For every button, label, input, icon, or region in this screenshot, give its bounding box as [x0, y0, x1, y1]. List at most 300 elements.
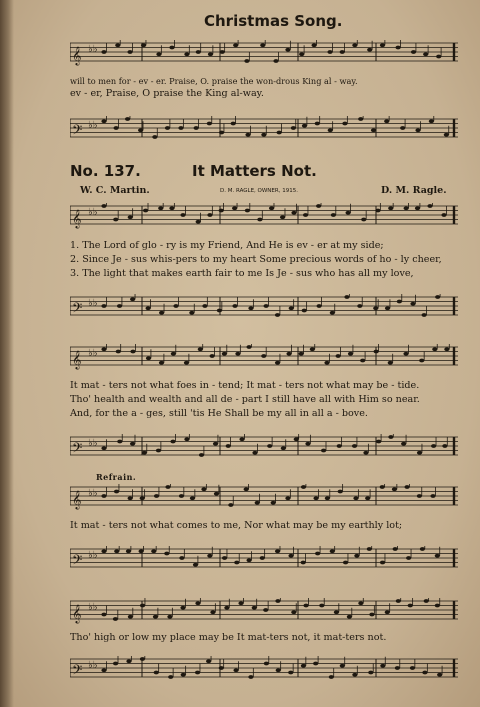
- note-head: [193, 563, 198, 567]
- note-head: [444, 347, 449, 351]
- staff-svg: [70, 344, 458, 370]
- note-head: [277, 131, 282, 135]
- music-staff: [70, 294, 458, 320]
- note-head: [417, 451, 422, 455]
- note-head: [367, 547, 372, 551]
- flat-icon: ♭♭: [88, 120, 98, 131]
- note-head: [245, 133, 250, 137]
- note-head: [369, 613, 374, 617]
- note-head: [199, 453, 204, 457]
- note-head: [264, 304, 269, 308]
- note-head: [117, 440, 122, 444]
- note-head: [340, 50, 345, 54]
- note-head: [374, 350, 379, 354]
- note-head: [329, 675, 334, 679]
- note-head: [285, 48, 290, 52]
- note-head: [301, 485, 306, 489]
- note-head: [198, 347, 203, 351]
- note-head: [252, 451, 257, 455]
- note-head: [255, 501, 260, 505]
- note-head: [179, 556, 184, 560]
- note-head: [422, 313, 427, 317]
- note-head: [406, 556, 411, 560]
- song-title: It Matters Not.: [192, 162, 317, 180]
- music-staff: [70, 344, 458, 370]
- note-head: [380, 43, 385, 47]
- note-head: [214, 492, 219, 496]
- music-staff: [70, 656, 458, 682]
- prev-song-title: Christmas Song.: [204, 12, 343, 30]
- note-head: [189, 311, 194, 315]
- flat-icon: ♭♭: [88, 298, 98, 309]
- note-head: [190, 496, 195, 500]
- note-head: [180, 213, 185, 217]
- note-head: [130, 442, 135, 446]
- note-head: [169, 206, 174, 210]
- note-head: [273, 59, 278, 63]
- staff-svg: [70, 546, 458, 572]
- flat-icon: ♭♭: [88, 348, 98, 359]
- note-head: [228, 503, 233, 507]
- note-head: [404, 206, 409, 210]
- note-head: [367, 48, 372, 52]
- note-head: [422, 671, 427, 675]
- note-head: [220, 50, 225, 54]
- note-head: [156, 449, 161, 453]
- note-head: [235, 352, 240, 356]
- note-head: [396, 46, 401, 50]
- prev-lyric-line-2: ev - er, Praise, O praise the King al-way.: [70, 88, 264, 99]
- song-number: No. 137.: [70, 162, 141, 180]
- clef-icon: 𝄞: [72, 350, 82, 369]
- note-head: [415, 206, 420, 210]
- copyright-owner: D. M. RAGLE, OWNER, 1915.: [220, 188, 298, 194]
- note-head: [115, 43, 120, 47]
- note-head: [442, 444, 447, 448]
- note-head: [352, 43, 357, 47]
- note-head: [305, 442, 310, 446]
- note-head: [358, 117, 363, 121]
- verse-line-5: Tho' health and wealth and all de - part I still have all with Him so near.: [70, 394, 420, 405]
- note-head: [315, 552, 320, 556]
- note-head: [348, 352, 353, 356]
- note-head: [330, 311, 335, 315]
- note-head: [179, 494, 184, 498]
- note-head: [222, 352, 227, 356]
- note-head: [156, 52, 161, 56]
- note-head: [165, 485, 170, 489]
- music-staff: [70, 598, 458, 624]
- note-head: [101, 50, 106, 54]
- note-head: [117, 304, 122, 308]
- note-head: [411, 50, 416, 54]
- note-head: [138, 128, 143, 132]
- staff-svg: [70, 40, 458, 66]
- note-head: [101, 549, 106, 553]
- clef-icon: 𝄢: [72, 440, 83, 459]
- note-head: [331, 213, 336, 217]
- note-head: [424, 599, 429, 603]
- verse-line-2: 2. Since Je - sus whis-pers to my heart Some precious words of ho - ly cheer,: [70, 254, 442, 265]
- note-head: [260, 556, 265, 560]
- note-head: [403, 352, 408, 356]
- note-head: [263, 608, 268, 612]
- note-head: [167, 615, 172, 619]
- note-head: [352, 673, 357, 677]
- note-head: [291, 610, 296, 614]
- book-spine-shadow: [0, 0, 14, 707]
- note-head: [248, 675, 253, 679]
- note-head: [444, 133, 449, 137]
- refrain-line-1: It mat - ters not what comes to me, Nor what may be my earthly lot;: [70, 520, 403, 531]
- note-head: [301, 561, 306, 565]
- note-head: [276, 668, 281, 672]
- note-head: [194, 126, 199, 130]
- note-head: [208, 52, 213, 56]
- note-head: [294, 437, 299, 441]
- verse-line-1: 1. The Lord of glo - ry is my Friend, And He is ev - er at my side;: [70, 240, 384, 251]
- note-head: [113, 617, 118, 621]
- clef-icon: 𝄞: [72, 490, 82, 509]
- note-head: [264, 662, 269, 666]
- note-head: [310, 347, 315, 351]
- note-head: [171, 352, 176, 356]
- note-head: [285, 496, 290, 500]
- note-head: [207, 554, 212, 558]
- note-head: [101, 204, 106, 208]
- note-head: [164, 552, 169, 556]
- note-head: [344, 295, 349, 299]
- note-head: [126, 659, 131, 663]
- note-head: [303, 213, 308, 217]
- note-head: [207, 213, 212, 217]
- note-head: [317, 304, 322, 308]
- flat-icon: ♭♭: [88, 488, 98, 499]
- note-head: [373, 306, 378, 310]
- note-head: [219, 209, 224, 213]
- note-head: [169, 46, 174, 50]
- note-head: [178, 126, 183, 130]
- note-head: [410, 666, 415, 670]
- note-head: [347, 615, 352, 619]
- note-head: [159, 361, 164, 365]
- note-head: [269, 206, 274, 210]
- note-head: [353, 496, 358, 500]
- note-head: [404, 485, 409, 489]
- note-head: [244, 487, 249, 491]
- note-head: [380, 485, 385, 489]
- flat-icon: ♭♭: [88, 207, 98, 218]
- refrain-line-2: Tho' high or low my place may be It mat-ters not, it mat-ters not.: [70, 632, 387, 643]
- note-head: [233, 43, 238, 47]
- verse-line-6: And, for the a - ges, still 'tis He Shall be my all in all a - bove.: [70, 408, 368, 419]
- note-head: [325, 496, 330, 500]
- note-head: [195, 671, 200, 675]
- note-head: [337, 444, 342, 448]
- note-head: [400, 126, 405, 130]
- staff-svg: [70, 116, 458, 142]
- note-head: [338, 490, 343, 494]
- note-head: [423, 52, 428, 56]
- note-head: [365, 496, 370, 500]
- flat-icon: ♭♭: [88, 550, 98, 561]
- note-head: [410, 302, 415, 306]
- note-head: [244, 59, 249, 63]
- note-head: [152, 135, 157, 139]
- note-head: [330, 549, 335, 553]
- note-head: [302, 124, 307, 128]
- note-head: [408, 604, 413, 608]
- refrain-label: Refrain.: [96, 472, 137, 482]
- note-head: [231, 122, 236, 126]
- flat-icon: ♭♭: [88, 602, 98, 613]
- note-head: [313, 662, 318, 666]
- note-head: [334, 610, 339, 614]
- note-head: [385, 306, 390, 310]
- staff-svg: [70, 656, 458, 682]
- staff-svg: [70, 484, 458, 510]
- note-head: [210, 610, 215, 614]
- note-head: [130, 297, 135, 301]
- note-head: [417, 494, 422, 498]
- note-head: [436, 55, 441, 59]
- flat-icon: ♭♭: [88, 44, 98, 55]
- note-head: [432, 347, 437, 351]
- flat-icon: ♭♭: [88, 438, 98, 449]
- note-head: [125, 117, 130, 121]
- note-head: [280, 215, 285, 219]
- note-head: [101, 494, 106, 498]
- verse-line-4: It mat - ters not what foes in - tend; It mat - ters not what may be - tide.: [70, 380, 420, 391]
- prev-lyric-line-1: will to men for - ev - er. Praise, O. praise the won-drous King al - way.: [70, 76, 358, 86]
- note-head: [180, 606, 185, 610]
- note-head: [261, 133, 266, 137]
- note-head: [393, 547, 398, 551]
- note-head: [435, 554, 440, 558]
- note-head: [340, 664, 345, 668]
- note-head: [222, 556, 227, 560]
- note-head: [275, 361, 280, 365]
- note-head: [116, 350, 121, 354]
- note-head: [140, 657, 145, 661]
- note-head: [437, 673, 442, 677]
- note-head: [396, 599, 401, 603]
- note-head: [319, 604, 324, 608]
- note-head: [239, 437, 244, 441]
- note-head: [302, 309, 307, 313]
- note-head: [342, 122, 347, 126]
- note-head: [217, 309, 222, 313]
- note-head: [153, 615, 158, 619]
- note-head: [303, 604, 308, 608]
- note-head: [419, 359, 424, 363]
- note-head: [327, 50, 332, 54]
- note-head: [219, 131, 224, 135]
- note-head: [385, 610, 390, 614]
- note-head: [146, 306, 151, 310]
- note-head: [281, 446, 286, 450]
- note-head: [158, 206, 163, 210]
- note-head: [435, 295, 440, 299]
- clef-icon: 𝄞: [72, 209, 82, 228]
- note-head: [275, 313, 280, 317]
- clef-icon: 𝄢: [72, 552, 83, 571]
- note-head: [299, 52, 304, 56]
- note-head: [289, 306, 294, 310]
- lyricist-credit: W. C. Martin.: [80, 185, 150, 196]
- note-head: [288, 554, 293, 558]
- note-head: [357, 304, 362, 308]
- note-head: [196, 50, 201, 54]
- note-head: [101, 613, 106, 617]
- note-head: [313, 496, 318, 500]
- note-head: [380, 561, 385, 565]
- note-head: [343, 561, 348, 565]
- note-head: [375, 209, 380, 213]
- note-head: [415, 128, 420, 132]
- music-staff: [70, 484, 458, 510]
- note-head: [430, 494, 435, 498]
- note-head: [141, 43, 146, 47]
- note-head: [376, 440, 381, 444]
- note-head: [286, 352, 291, 356]
- note-head: [360, 359, 365, 363]
- note-head: [346, 211, 351, 215]
- staff-svg: [70, 203, 458, 229]
- note-head: [146, 356, 151, 360]
- note-head: [271, 501, 276, 505]
- note-head: [114, 549, 119, 553]
- note-head: [441, 213, 446, 217]
- note-head: [130, 350, 135, 354]
- music-staff: [70, 546, 458, 572]
- clef-icon: 𝄢: [72, 662, 83, 681]
- note-head: [248, 306, 253, 310]
- note-head: [388, 435, 393, 439]
- note-head: [114, 126, 119, 130]
- note-head: [114, 490, 119, 494]
- note-head: [260, 43, 265, 47]
- note-head: [113, 218, 118, 222]
- note-head: [143, 209, 148, 213]
- clef-icon: 𝄞: [72, 46, 82, 65]
- note-head: [324, 361, 329, 365]
- note-head: [232, 304, 237, 308]
- note-head: [184, 52, 189, 56]
- note-head: [361, 218, 366, 222]
- note-head: [184, 437, 189, 441]
- note-head: [246, 345, 251, 349]
- note-head: [328, 128, 333, 132]
- note-head: [397, 300, 402, 304]
- note-head: [291, 211, 296, 215]
- note-head: [299, 352, 304, 356]
- note-head: [315, 122, 320, 126]
- note-head: [101, 446, 106, 450]
- note-head: [261, 354, 266, 358]
- note-head: [101, 119, 106, 123]
- note-head: [388, 206, 393, 210]
- note-head: [101, 347, 106, 351]
- note-head: [219, 666, 224, 670]
- note-head: [427, 204, 432, 208]
- note-head: [252, 606, 257, 610]
- note-head: [275, 549, 280, 553]
- music-staff: [70, 203, 458, 229]
- note-head: [238, 601, 243, 605]
- note-head: [226, 444, 231, 448]
- note-head: [401, 442, 406, 446]
- note-head: [395, 666, 400, 670]
- note-head: [384, 119, 389, 123]
- note-head: [128, 615, 133, 619]
- note-head: [101, 668, 106, 672]
- note-head: [224, 606, 229, 610]
- note-head: [435, 604, 440, 608]
- note-head: [371, 128, 376, 132]
- note-head: [352, 444, 357, 448]
- note-head: [140, 604, 145, 608]
- staff-svg: [70, 434, 458, 460]
- note-head: [275, 599, 280, 603]
- clef-icon: 𝄞: [72, 604, 82, 623]
- note-head: [127, 50, 132, 54]
- note-head: [140, 496, 145, 500]
- note-head: [170, 440, 175, 444]
- note-head: [202, 304, 207, 308]
- note-head: [126, 549, 131, 553]
- note-head: [181, 673, 186, 677]
- note-head: [207, 122, 212, 126]
- note-head: [184, 361, 189, 365]
- note-head: [128, 496, 133, 500]
- note-head: [232, 206, 237, 210]
- note-head: [380, 664, 385, 668]
- note-head: [321, 449, 326, 453]
- note-head: [358, 601, 363, 605]
- note-head: [312, 43, 317, 47]
- composer-credit: D. M. Ragle.: [381, 185, 447, 196]
- note-head: [101, 304, 106, 308]
- note-head: [368, 671, 373, 675]
- note-head: [173, 304, 178, 308]
- music-staff: [70, 40, 458, 66]
- flat-icon: ♭♭: [88, 660, 98, 671]
- note-head: [196, 220, 201, 224]
- note-head: [213, 442, 218, 446]
- clef-icon: 𝄢: [72, 300, 83, 319]
- note-head: [245, 209, 250, 213]
- note-head: [257, 218, 262, 222]
- staff-svg: [70, 598, 458, 624]
- music-staff: [70, 116, 458, 142]
- note-head: [388, 361, 393, 365]
- note-head: [429, 119, 434, 123]
- note-head: [139, 549, 144, 553]
- note-head: [154, 671, 159, 675]
- note-head: [336, 354, 341, 358]
- note-head: [128, 215, 133, 219]
- note-head: [159, 311, 164, 315]
- note-head: [420, 547, 425, 551]
- note-head: [431, 444, 436, 448]
- note-head: [301, 664, 306, 668]
- note-head: [246, 558, 251, 562]
- note-head: [354, 554, 359, 558]
- note-head: [168, 675, 173, 679]
- note-head: [165, 126, 170, 130]
- note-head: [233, 668, 238, 672]
